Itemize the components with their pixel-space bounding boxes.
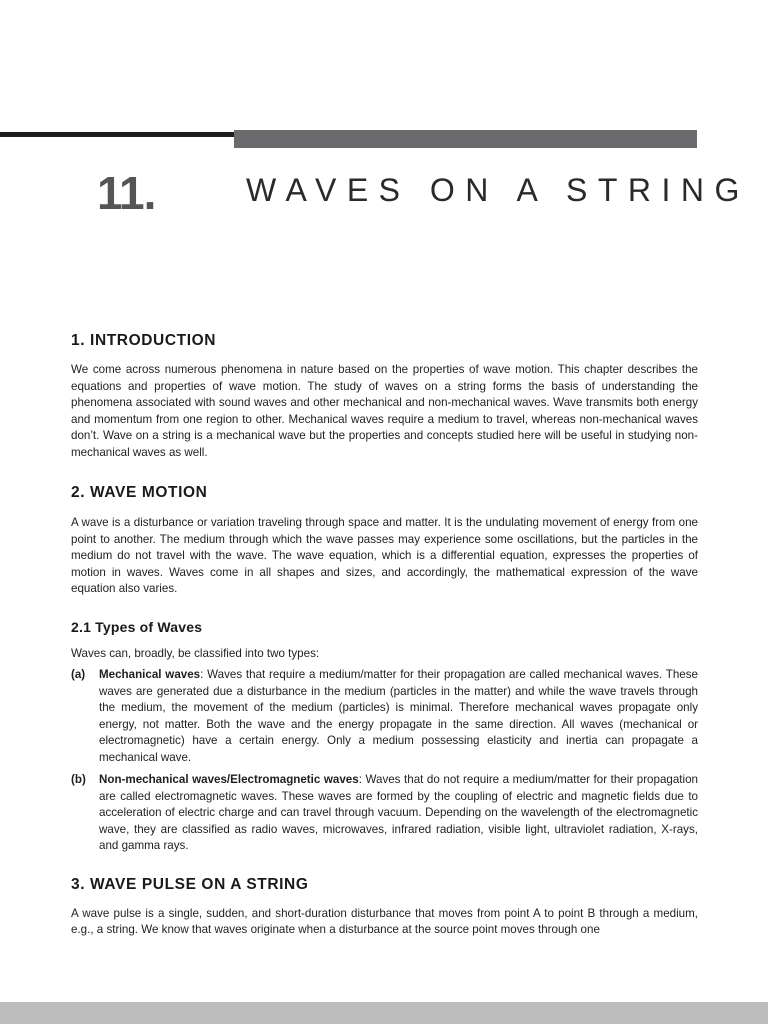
definition-mechanical-waves: : Waves that require a medium/matter for their propagation are called mechanical waves. These waves are generated due a disturbance in the medium (particles in the matter) and while the wave travels through the medium, the movement of the medium (particles) is minimal. Therefore mechanical waves propagate only energy, not matter. Both the wave and the energy propagate in the same direction. All waves (mechanical or electromagnetic) have a certain energy. Only a medium possessing elasticity and inertia can propagate a mechanical wave. <box>99 668 698 764</box>
list-marker: (a) <box>71 668 86 681</box>
list-item-electromagnetic-waves <box>71 772 698 855</box>
wave-motion-paragraph: A wave is a disturbance or variation traveling through space and matter. It is the undulating movement of energy from one point to another. The medium through which the wave passes may experience some oscillations, but the particles in the medium do not travel with the wave. The wave equation, which is a differential equation, expresses the properties of motion in waves. Waves come in all shapes and sizes, and accordingly, the mathematical expression of the wave equation also varies. <box>71 516 698 595</box>
term-electromagnetic-waves: Non-mechanical waves/Electromagnetic waves <box>99 773 359 786</box>
types-of-waves-intro: Waves can, broadly, be classified into two types: <box>71 646 320 660</box>
list-item-mechanical-waves <box>71 667 698 766</box>
header-rule-dark <box>0 132 234 137</box>
chapter-number: 11. <box>97 167 156 219</box>
subsection-heading-types-of-waves: 2.1 Types of Waves <box>71 618 203 635</box>
footer-bar <box>0 1002 768 1024</box>
list-item-body <box>99 772 698 855</box>
wave-types-list <box>71 667 698 855</box>
introduction-paragraph: We come across numerous phenomena in nature based on the properties of wave motion. This chapter describes the equations and properties of wave motion. The study of waves on a string forms the basis of understanding the phenomena associated with sound waves and other mechanical and non-mechanical waves. Wave transmits both energy and momentum from one region to other. Mechanical waves require a medium to travel, whereas non-mechanical waves don’t. Wave on a string is a mechanical wave but the properties and concepts studied here will be useful in studying non-mechanical waves as well. <box>71 363 698 459</box>
list-item-body <box>99 667 698 766</box>
list-marker: (b) <box>71 773 86 786</box>
chapter-title: WAVES ON A STRING <box>246 172 750 208</box>
section-heading-wave-pulse: 3. WAVE PULSE ON A STRING <box>71 875 309 893</box>
document-body <box>71 330 698 939</box>
term-mechanical-waves: Mechanical waves <box>99 668 201 681</box>
header-rule-gray <box>234 130 697 148</box>
section-heading-wave-motion: 2. WAVE MOTION <box>71 484 208 501</box>
definition-electromagnetic-waves: : Waves that do not require a medium/matter for their propagation are called electromagnetic waves. These waves are formed by the coupling of electric and magnetic fields due to acceleration of electric charge and can travel through vacuum. Depending on the wavelength of the electromagnetic wave, they are classified as radio waves, microwaves, infrared radiation, visible light, ultraviolet radiation, X-rays, and gamma rays. <box>99 773 698 852</box>
wave-pulse-paragraph: A wave pulse is a single, sudden, and short-duration disturbance that moves from point A to point B through a medium, e.g., a string. We know that waves originate when a disturbance at the source point moves through one <box>71 906 698 936</box>
section-heading-introduction: 1. INTRODUCTION <box>71 332 217 349</box>
